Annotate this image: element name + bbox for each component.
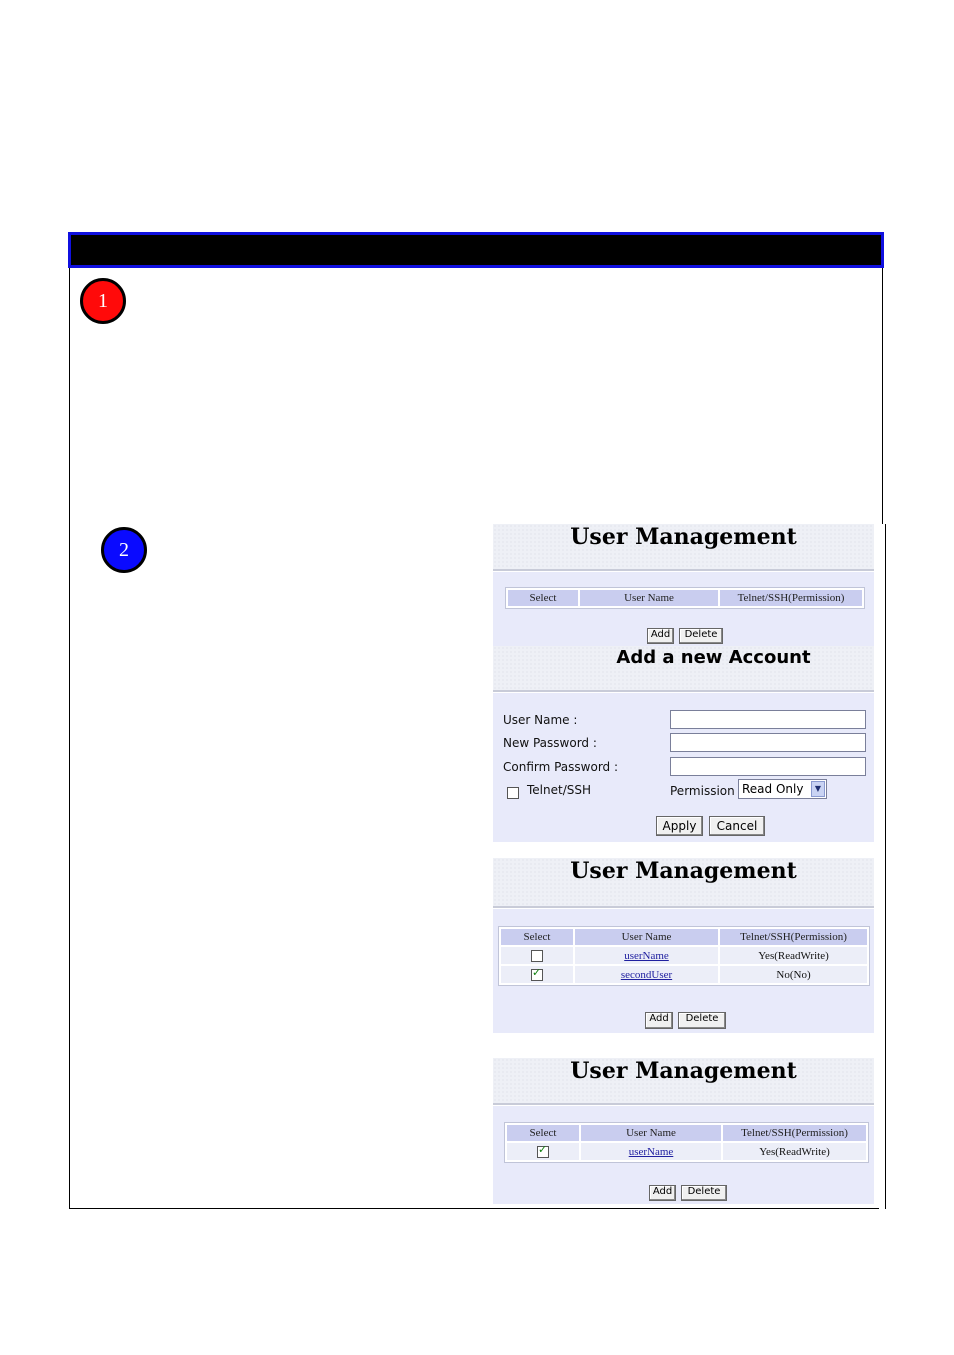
col-permission: Telnet/SSH(Permission): [720, 590, 862, 606]
user-management-panel-two-users: [493, 858, 874, 1033]
row-select-checkbox[interactable]: [531, 950, 543, 962]
table-row: [507, 1143, 866, 1160]
permission-select[interactable]: [738, 779, 827, 799]
user-management-panel-one-user: [493, 1058, 874, 1204]
new-password-label: New Password :: [503, 736, 597, 750]
row-select-checkbox[interactable]: [531, 969, 543, 981]
row-select-checkbox[interactable]: [537, 1146, 549, 1158]
panel-title: User Management: [570, 524, 797, 550]
delete-button[interactable]: Delete: [678, 1012, 726, 1029]
confirm-password-input[interactable]: [670, 757, 866, 776]
user-name-link[interactable]: userName: [628, 1145, 674, 1158]
panel-title: User Management: [570, 1058, 797, 1084]
permission-label: Permission: [670, 784, 735, 798]
frame-divider: [885, 524, 886, 1209]
col-select: Select: [507, 1125, 579, 1141]
col-permission: Telnet/SSH(Permission): [723, 1125, 866, 1141]
user-table: [505, 587, 865, 609]
delete-button[interactable]: Delete: [681, 1185, 727, 1201]
add-account-panel: [493, 646, 874, 842]
panel-title: User Management: [570, 858, 797, 884]
user-table: [504, 1122, 869, 1163]
col-user-name: User Name: [575, 929, 718, 945]
table-row: [501, 947, 867, 964]
cancel-button[interactable]: Cancel: [709, 816, 765, 836]
section-title-bar: [68, 232, 884, 268]
table-row: [501, 966, 867, 983]
user-name-input[interactable]: [670, 710, 866, 729]
add-account-title: Add a new Account: [616, 647, 811, 668]
delete-button[interactable]: Delete: [679, 628, 723, 644]
permission-cell: Yes(ReadWrite): [720, 947, 867, 964]
telnet-ssh-checkbox[interactable]: [507, 787, 519, 799]
permission-cell: Yes(ReadWrite): [723, 1143, 866, 1160]
chevron-down-icon[interactable]: ▼: [811, 781, 825, 797]
telnet-ssh-label: Telnet/SSH: [527, 783, 592, 797]
col-select: Select: [508, 590, 578, 606]
user-name-link[interactable]: secondUser: [620, 968, 673, 981]
permission-select-value: Read Only: [742, 782, 804, 796]
user-table: [498, 926, 870, 986]
col-user-name: User Name: [581, 1125, 721, 1141]
new-password-input[interactable]: [670, 733, 866, 752]
user-name-link[interactable]: userName: [624, 949, 669, 962]
add-button[interactable]: Add: [649, 1185, 676, 1201]
add-button[interactable]: Add: [647, 628, 674, 644]
step-1-badge: 1: [80, 278, 126, 324]
user-name-label: User Name :: [503, 713, 578, 727]
confirm-password-label: Confirm Password :: [503, 760, 619, 774]
col-user-name: User Name: [580, 590, 718, 606]
apply-button[interactable]: Apply: [656, 816, 703, 836]
add-button[interactable]: Add: [645, 1012, 673, 1029]
permission-cell: No(No): [720, 966, 867, 983]
col-permission: Telnet/SSH(Permission): [720, 929, 867, 945]
step-2-badge: 2: [101, 527, 147, 573]
user-management-panel-empty: [493, 524, 874, 646]
col-select: Select: [501, 929, 573, 945]
